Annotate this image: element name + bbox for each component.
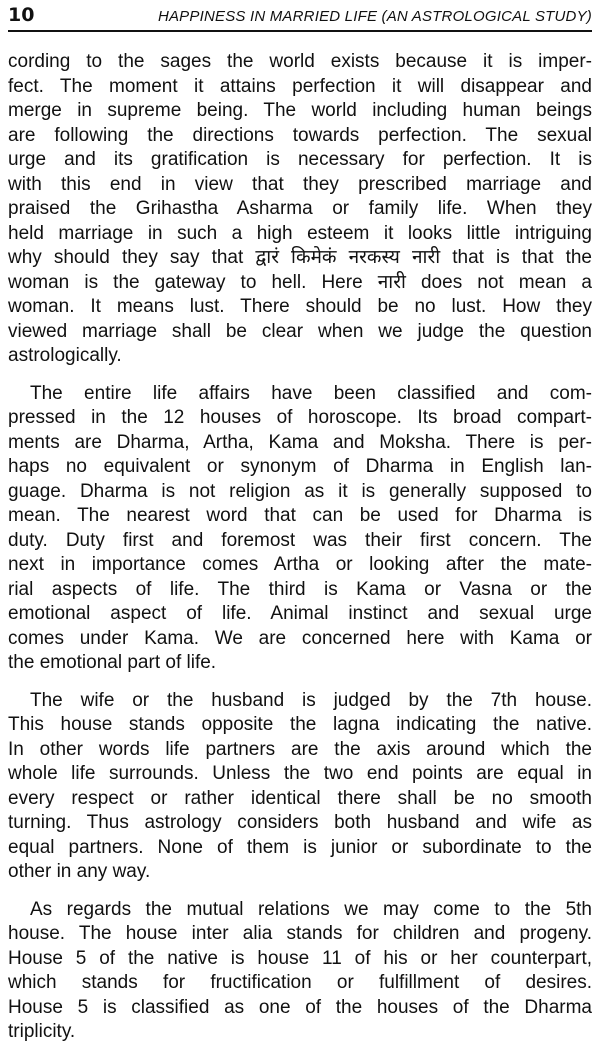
text-line: The entire life affairs have been classified and com- — [30, 382, 592, 404]
text-line: viewed marriage shall be clear when we judge the question — [8, 320, 592, 342]
text-line: next in importance comes Artha or looking after the mate- — [8, 554, 592, 575]
text-line: As regards the mutual relations we may come to the 5th — [30, 898, 592, 920]
text-line: the emotional part of life. — [8, 652, 217, 673]
text-line: emotional aspect of life. Animal instinct and sexual urge — [8, 603, 592, 624]
text-line: with this end in view that they prescribed marriage and — [8, 173, 592, 195]
text-line: woman is the gateway to hell. Here नारी does not mean a — [8, 271, 592, 293]
text-line: merge in supreme being. The world including human beings — [8, 100, 592, 121]
text-line: whole life surrounds. Unless the two end points are equal in — [8, 763, 592, 784]
text-line: held marriage in such a high esteem it looks little intriguing — [8, 222, 592, 244]
text-line: why should they say that द्वारं किमेकं नरकस्य नारी that is that the — [8, 247, 592, 268]
text-line: other in any way. — [8, 861, 151, 882]
text-line: turning. Thus astrology considers both husband and wife as — [8, 812, 592, 833]
text-line: triplicity. — [8, 1021, 76, 1042]
text-line: equal partners. None of them is junior or subordinate to the — [8, 836, 592, 858]
paragraph — [8, 898, 592, 1045]
text-line: mean. The nearest word that can be used for Dharma is — [8, 505, 592, 526]
text-line: House 5 of the native is house 11 of his or her counterpart, — [8, 947, 592, 969]
text-line: comes under Kama. We are concerned here with Kama or — [8, 627, 592, 649]
text-line: This house stands opposite the lagna indicating the native. — [8, 714, 592, 735]
text-line: which stands for fructification or fulfillment of desires. — [8, 972, 592, 993]
page-body — [8, 50, 592, 1058]
text-line: The wife or the husband is judged by the 7th house. — [30, 689, 592, 711]
text-line: In other words life partners are the axis around which the — [8, 738, 592, 760]
text-line: urge and its gratification is necessary for perfection. It is — [8, 149, 592, 170]
text-line: woman. It means lust. There should be no lust. How they — [8, 296, 592, 317]
text-line: every respect or rather identical there shall be no smooth — [8, 787, 592, 809]
text-line: rial aspects of life. The third is Kama or Vasna or the — [8, 578, 592, 600]
text-line: praised the Grihastha Asharma or family life. When they — [8, 198, 592, 219]
text-line: ments are Dharma, Artha, Kama and Moksha. There is per- — [8, 431, 592, 453]
text-line: duty. Duty first and foremost was their first concern. The — [8, 529, 592, 551]
text-line: house. The house inter alia stands for children and progeny. — [8, 923, 592, 944]
paragraph — [8, 689, 592, 885]
text-line: fect. The moment it attains perfection it will disappear and — [8, 75, 592, 97]
running-header — [8, 2, 592, 32]
text-line: guage. Dharma is not religion as it is generally supposed to — [8, 480, 592, 502]
text-line: cording to the sages the world exists because it is imper- — [8, 51, 592, 72]
paragraph — [8, 50, 592, 369]
text-line: pressed in the 12 houses of horoscope. Its broad compart- — [8, 407, 592, 428]
text-line: haps no equivalent or synonym of Dharma in English lan- — [8, 456, 592, 477]
paragraph — [8, 382, 592, 676]
running-title: HAPPINESS IN MARRIED LIFE (AN ASTROLOGICAL STUDY) — [157, 8, 592, 25]
page-number: 10 — [8, 4, 35, 26]
text-line: astrologically. — [8, 345, 122, 366]
text-line: House 5 is classified as one of the houses of the Dharma — [8, 996, 592, 1018]
text-line: are following the directions towards perfection. The sexual — [8, 124, 592, 146]
